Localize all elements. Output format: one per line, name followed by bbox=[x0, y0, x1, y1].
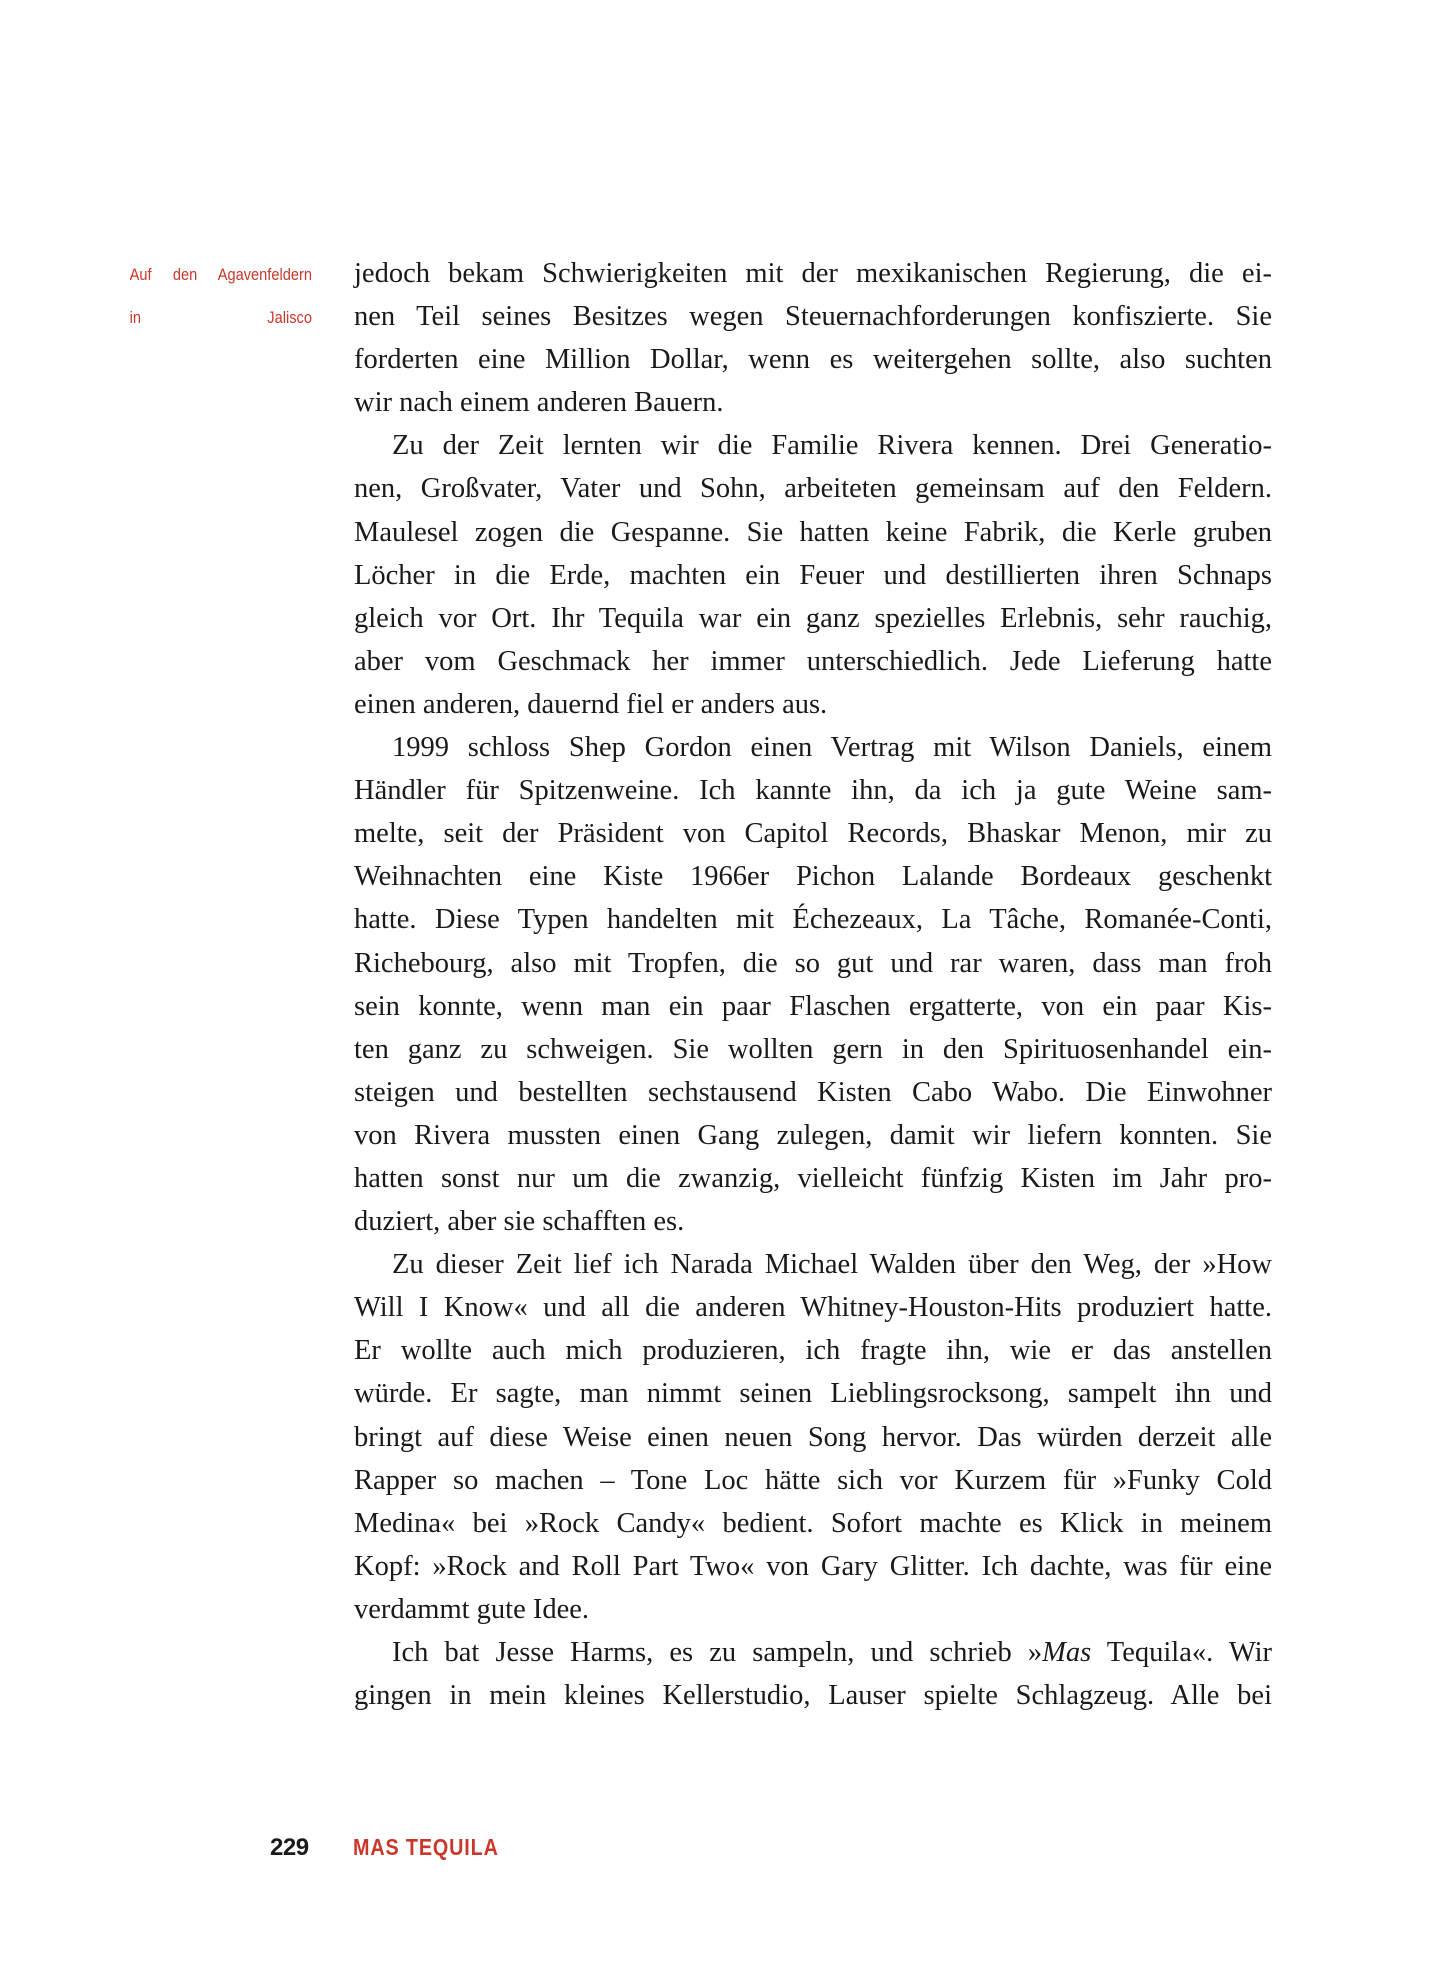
text-line: Ich bat Jesse Harms, es zu sampeln, und schrieb »Mas Tequila«. Wir bbox=[392, 1637, 1272, 1668]
running-head: MAS TEQUILA bbox=[353, 1834, 499, 1860]
text-line: Medina« bei »Rock Candy« bedient. Sofort machte es Klick in meinem bbox=[354, 1507, 1272, 1539]
text-line: melte, seit der Präsident von Capitol Records, Bhaskar Menon, mir zu bbox=[354, 818, 1272, 850]
text-line: Rapper so machen – Tone Loc hätte sich vor Kurzem für »Funky Cold bbox=[354, 1464, 1272, 1496]
body-paragraph bbox=[354, 424, 1272, 726]
page-number: 229 bbox=[270, 1834, 309, 1861]
text-line: aber vom Geschmack her immer unterschiedlich. Jede Lieferung hatte bbox=[354, 645, 1272, 677]
text-line: Maulesel zogen die Gespanne. Sie hatten keine Fabrik, die Kerle gruben bbox=[354, 516, 1272, 548]
text-line: nen Teil seines Besitzes wegen Steuernachforderungen konfiszierte. Sie bbox=[354, 301, 1272, 333]
text-line: Löcher in die Erde, machten ein Feuer und destillierten ihren Schnaps bbox=[354, 559, 1272, 591]
text-line: Er wollte auch mich produzieren, ich fragte ihn, wie er das anstellen bbox=[354, 1335, 1272, 1367]
text-line: forderten eine Million Dollar, wenn es weitergehen sollte, also suchten bbox=[354, 344, 1272, 376]
text-line: Weihnachten eine Kiste 1966er Pichon Lalande Bordeaux geschenkt bbox=[354, 861, 1272, 893]
body-text bbox=[354, 252, 1272, 1717]
text-line: Richebourg, also mit Tropfen, die so gut und rar waren, dass man froh bbox=[354, 947, 1272, 979]
text-line: jedoch bekam Schwierigkeiten mit der mexikanischen Regierung, die ei- bbox=[354, 258, 1272, 289]
text-line: duziert, aber sie schafften es. bbox=[354, 1206, 685, 1238]
text-line: 1999 schloss Shep Gordon einen Vertrag mit Wilson Daniels, einem bbox=[392, 732, 1272, 764]
text-line: würde. Er sagte, man nimmt seinen Lieblingsrocksong, sampelt ihn und bbox=[354, 1378, 1272, 1410]
text-line: Will I Know« und all die anderen Whitney-Houston-Hits produziert hatte. bbox=[354, 1292, 1272, 1324]
text-line: steigen und bestellten sechstausend Kisten Cabo Wabo. Die Einwohner bbox=[354, 1076, 1272, 1108]
page-footer bbox=[0, 1834, 1454, 1874]
body-paragraph bbox=[354, 1631, 1272, 1717]
text-line: wir nach einem anderen Bauern. bbox=[354, 387, 724, 419]
margin-caption-line: Auf den Agavenfeldern bbox=[129, 265, 312, 284]
text-line: bringt auf diese Weise einen neuen Song hervor. Das würden derzeit alle bbox=[354, 1421, 1272, 1453]
text-line: verdammt gute Idee. bbox=[354, 1593, 590, 1625]
text-line: Kopf: »Rock and Roll Part Two« von Gary Glitter. Ich dachte, was für eine bbox=[354, 1550, 1272, 1582]
margin-caption-line: in Jalisco bbox=[129, 308, 312, 328]
text-line: von Rivera mussten einen Gang zulegen, damit wir liefern konnten. Sie bbox=[354, 1119, 1272, 1151]
text-line: einen anderen, dauernd fiel er anders aus. bbox=[354, 688, 828, 720]
body-paragraph bbox=[354, 1243, 1272, 1631]
text-line: Zu der Zeit lernten wir die Familie Rivera kennen. Drei Generatio- bbox=[392, 430, 1272, 462]
text-line: hatte. Diese Typen handelten mit Échezeaux, La Tâche, Romanée-Conti, bbox=[354, 904, 1272, 936]
text-line: gleich vor Ort. Ihr Tequila war ein ganz spezielles Erlebnis, sehr rauchig, bbox=[354, 602, 1272, 634]
text-line: gingen in mein kleines Kellerstudio, Lauser spielte Schlagzeug. Alle bei bbox=[354, 1680, 1272, 1712]
text-line: Händler für Spitzenweine. Ich kannte ihn, da ich ja gute Weine sam- bbox=[354, 775, 1272, 807]
text-line: Zu dieser Zeit lief ich Narada Michael Walden über den Weg, der »How bbox=[392, 1249, 1272, 1281]
text-line: sein konnte, wenn man ein paar Flaschen ergatterte, von ein paar Kis- bbox=[354, 990, 1272, 1022]
body-paragraph bbox=[354, 726, 1272, 1243]
margin-caption bbox=[130, 258, 312, 344]
text-line: hatten sonst nur um die zwanzig, vielleicht fünfzig Kisten im Jahr pro- bbox=[354, 1162, 1272, 1194]
text-line: nen, Großvater, Vater und Sohn, arbeiteten gemeinsam auf den Feldern. bbox=[354, 473, 1272, 505]
body-paragraph bbox=[354, 252, 1272, 424]
text-line: ten ganz zu schweigen. Sie wollten gern in den Spirituosenhandel ein- bbox=[354, 1033, 1272, 1065]
